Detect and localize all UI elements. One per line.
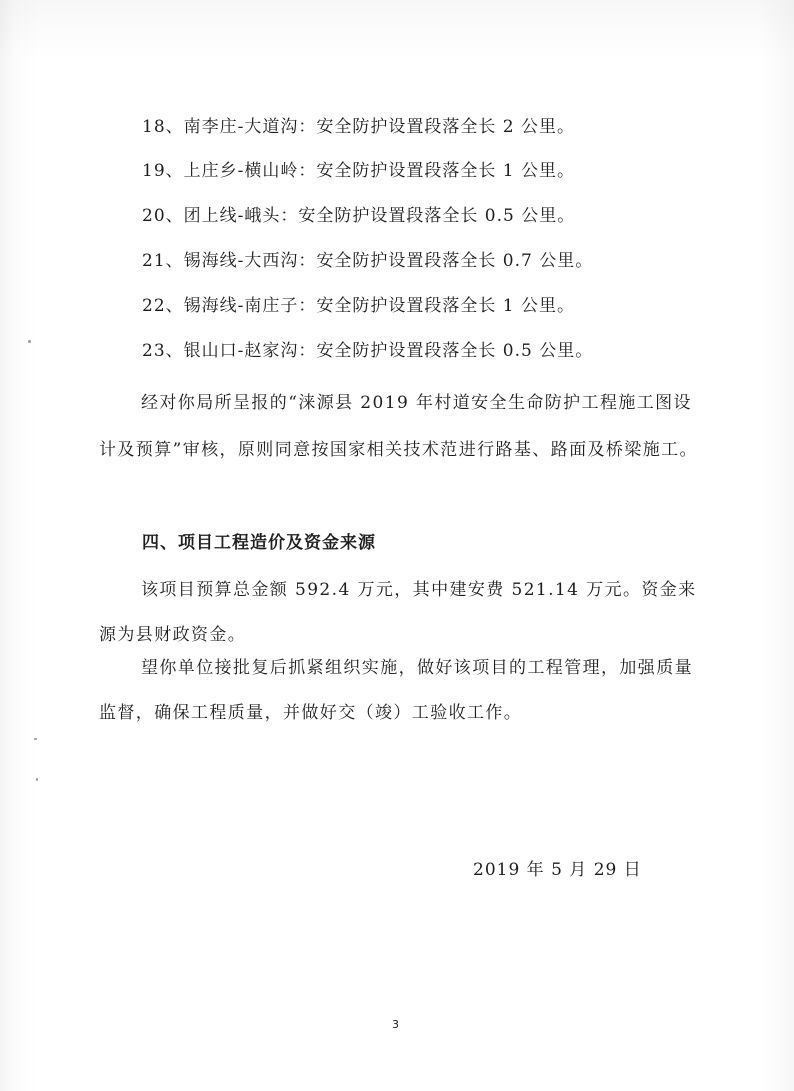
scan-speck — [34, 738, 37, 740]
section-heading: 四、项目工程造价及资金来源 — [142, 533, 376, 553]
list-item-21: 21、锡海线-大西沟：安全防护设置段落全长 0.7 公里。 — [142, 251, 594, 271]
signature-date: 2019 年 5 月 29 日 — [473, 860, 642, 880]
page-number: 3 — [392, 1018, 399, 1031]
list-item-20: 20、团上线-峨头：安全防护设置段落全长 0.5 公里。 — [142, 206, 576, 226]
review-paragraph: 经对你局所呈报的“涞源县 2019 年村道安全生命防护工程施工图设计及预算”审核，原则同意按国家相关技术范进行路基、路面及桥梁施工。 — [99, 393, 698, 460]
scan-speck — [28, 340, 31, 343]
list-item-18: 18、南李庄-大道沟：安全防护设置段落全长 2 公里。 — [142, 117, 575, 137]
list-item-22: 22、锡海线-南庄子：安全防护设置段落全长 1 公里。 — [142, 296, 575, 316]
closing-paragraph: 望你单位接批复后抓紧组织实施，做好该项目的工程管理，加强质量监督，确保工程质量，并做好交（竣）工验收工作。 — [99, 658, 693, 723]
list-item-23: 23、银山口-赵家沟：安全防护设置段落全长 0.5 公里。 — [142, 341, 594, 361]
list-item-19: 19、上庄乡-横山岭：安全防护设置段落全长 1 公里。 — [142, 161, 575, 181]
scan-shadow — [0, 0, 794, 60]
budget-paragraph: 该项目预算总金额 592.4 万元，其中建安费 521.14 万元。资金来源为县财政资金。 — [99, 580, 697, 645]
scan-speck — [36, 778, 38, 781]
